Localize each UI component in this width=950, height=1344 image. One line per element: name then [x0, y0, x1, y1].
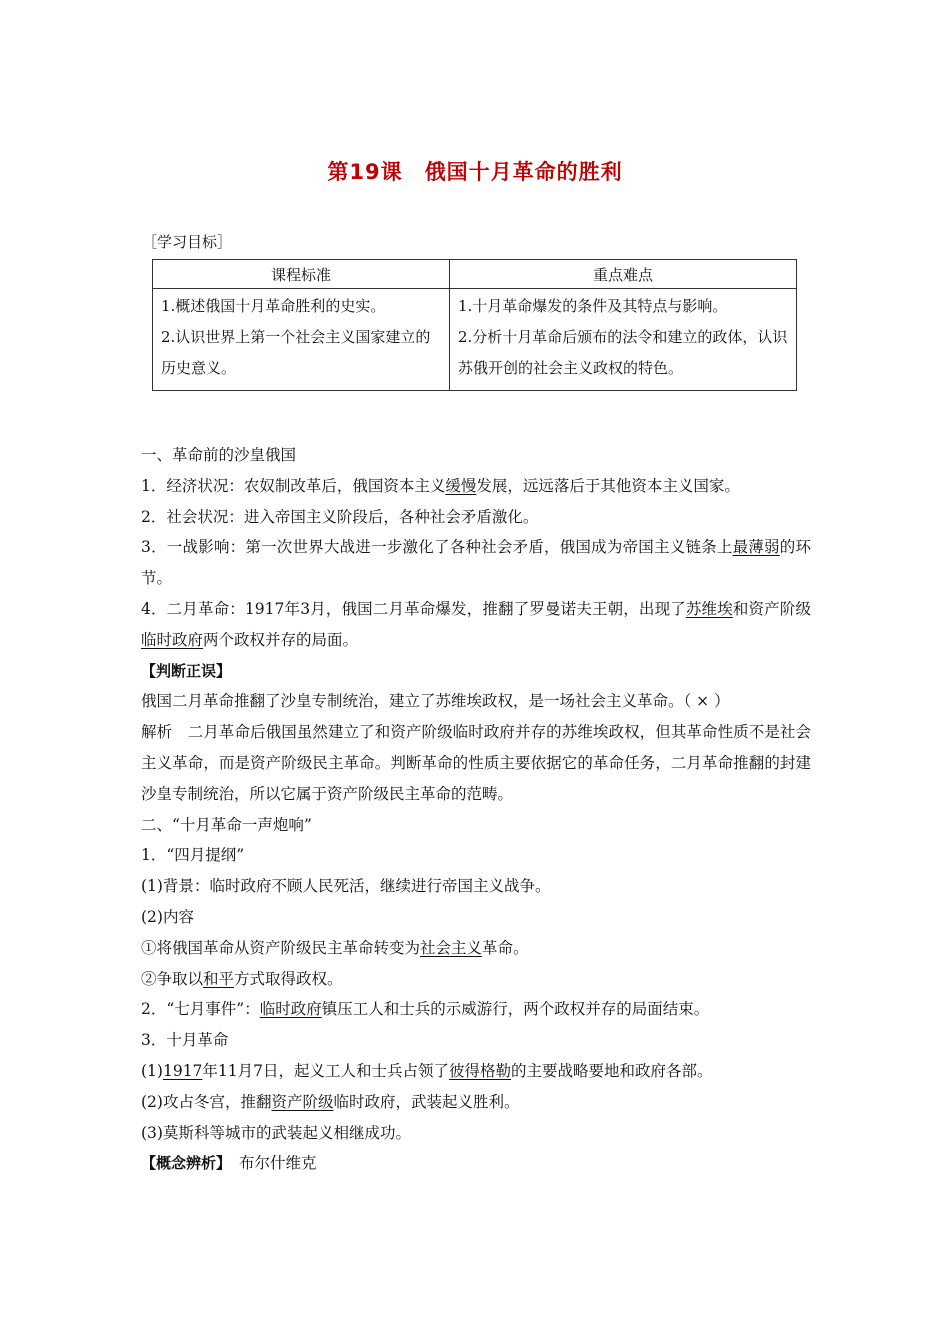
goals-table	[152, 259, 797, 391]
keyword: 资产阶级	[271, 1092, 334, 1111]
keyword: 苏维埃	[685, 599, 733, 618]
judge-label: 【判断正误】	[141, 661, 232, 680]
goals-col2-header: 重点难点	[450, 260, 797, 289]
concept-term: 布尔什维克	[239, 1154, 317, 1173]
list-item: (1)背景：临时政府不顾人民死活，继续进行帝国主义战争。	[141, 877, 551, 896]
keyword: 临时政府	[141, 630, 204, 649]
keyword: 社会主义	[420, 938, 483, 957]
goals-label: ［学习目标］	[142, 233, 233, 251]
judge-analysis: 解析 二月革命后俄国虽然建立了和资产阶级临时政府并存的苏维埃政权，但其革命性质不是社会主义革命，而是资产阶级民主革命。判断革命的性质主要依据它的革命任务，二月革命推翻的封建沙皇专制统治，所以它属于资产阶级民主革命的范畴。	[141, 723, 811, 803]
goals-col1-line: 1.概述俄国十月革命胜利的史实。	[161, 297, 386, 315]
list-item: ①将俄国革命从资产阶级民主革命转变为社会主义革命。	[141, 938, 529, 957]
concept-line	[141, 1148, 811, 1179]
list-item: (2)攻占冬宫，推翻资产阶级临时政府，武装起义胜利。	[141, 1092, 520, 1111]
list-item: 3．十月革命	[141, 1031, 229, 1050]
list-item: 2．社会状况：进入帝国主义阶段后，各种社会矛盾激化。	[141, 507, 539, 526]
section-heading: 一、革命前的沙皇俄国	[141, 446, 297, 464]
keyword: 彼得格勒	[449, 1061, 512, 1080]
list-item: (1)1917年11月7日，起义工人和士兵占领了彼得格勒的主要战略要地和政府各部。	[141, 1061, 713, 1080]
keyword: 临时政府	[259, 1000, 322, 1019]
goals-col2-line: 1.十月革命爆发的条件及其特点与影响。	[458, 297, 728, 315]
list-item: 1．“四月提纲”	[141, 846, 245, 865]
main-content	[141, 440, 811, 1179]
goals-col1-line: 2.认识世界上第一个社会主义国家建立的历史意义。	[161, 328, 431, 377]
list-item: 1．经济状况：农奴制改革后，俄国资本主义缓慢发展，远远落后于其他资本主义国家。	[141, 476, 740, 495]
list-item: (2)内容	[141, 907, 194, 926]
list-item: 2．“七月事件”：临时政府镇压工人和士兵的示威游行，两个政权并存的局面结束。	[141, 1000, 710, 1019]
keyword: 1917	[162, 1061, 203, 1080]
goals-col2-cell	[450, 289, 797, 391]
goals-col1-cell	[153, 289, 450, 391]
page-title: 第19课 俄国十月革命的胜利	[327, 160, 623, 184]
list-item: 4．二月革命：1917年3月，俄国二月革命爆发，推翻了罗曼诺夫王朝，出现了苏维埃和资产阶级临时政府两个政权并存的局面。	[141, 599, 811, 649]
goals-col1-header: 课程标准	[153, 260, 450, 289]
list-item: (3)莫斯科等城市的武装起义相继成功。	[141, 1123, 411, 1142]
keyword: 缓慢	[445, 476, 477, 495]
keyword: 最薄弱	[732, 538, 780, 557]
judge-statement: 俄国二月革命推翻了沙皇专制统治，建立了苏维埃政权，是一场社会主义革命。（ × ）	[141, 692, 730, 711]
list-item: ②争取以和平方式取得政权。	[141, 969, 343, 988]
concept-label: 【概念辨析】	[141, 1154, 224, 1173]
goals-col2-line: 2.分析十月革命后颁布的法令和建立的政体，认识苏俄开创的社会主义政权的特色。	[458, 328, 788, 377]
list-item: 3．一战影响：第一次世界大战进一步激化了各种社会矛盾，俄国成为帝国主义链条上最薄弱的环节。	[141, 538, 811, 588]
keyword: 和平	[203, 969, 235, 988]
section-heading: 二、“十月革命一声炮响”	[141, 815, 312, 834]
